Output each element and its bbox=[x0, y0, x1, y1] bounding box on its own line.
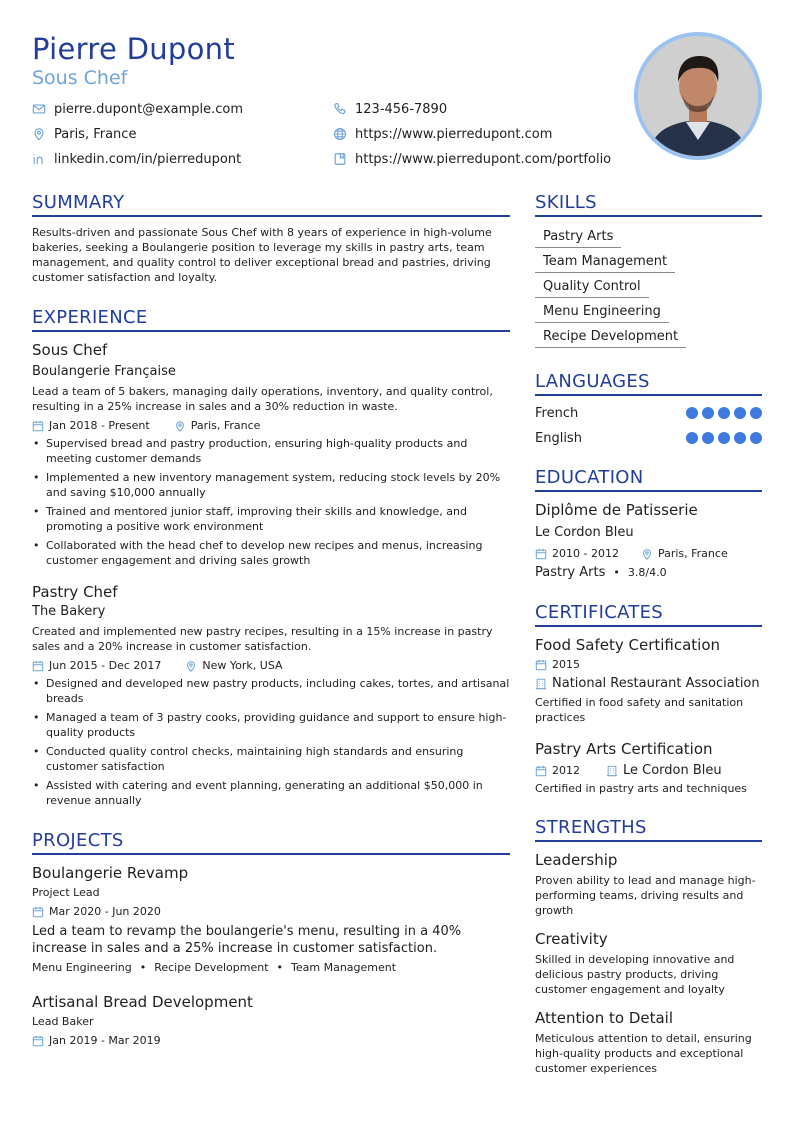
strength-title: Creativity bbox=[535, 930, 608, 948]
certificate-issuer-row bbox=[535, 675, 762, 692]
education-dates: 2010 - 2012 bbox=[552, 547, 619, 560]
level-dot bbox=[750, 432, 762, 444]
job-entry bbox=[32, 340, 510, 568]
skill-tag: Quality Control bbox=[535, 277, 649, 298]
calendar-icon bbox=[535, 765, 547, 777]
envelope-icon bbox=[32, 102, 46, 116]
job-entry bbox=[32, 582, 510, 808]
resume-header bbox=[32, 30, 632, 167]
level-dot bbox=[718, 407, 730, 419]
education-degree: Diplôme de Patisserie bbox=[535, 501, 698, 519]
certificate-title: Food Safety Certification bbox=[535, 636, 721, 654]
education-field-gpa: Pastry Arts • 3.8/4.0 bbox=[535, 565, 667, 580]
strength-title: Attention to Detail bbox=[535, 1009, 674, 1027]
certificate-entry bbox=[535, 635, 762, 725]
job-company: The Bakery bbox=[32, 604, 106, 619]
level-dot bbox=[686, 407, 698, 419]
linkedin-icon bbox=[32, 152, 46, 166]
strength-description: Proven ability to lead and manage high-performing teams, driving results and growth bbox=[535, 874, 756, 917]
certificate-title: Pastry Arts Certification bbox=[535, 740, 713, 758]
website-text: https://www.pierredupont.com bbox=[355, 126, 553, 142]
building-icon bbox=[535, 678, 547, 690]
certificate-issuer: Le Cordon Bleu bbox=[623, 763, 722, 778]
strengths-heading: STRENGTHS bbox=[535, 817, 762, 842]
education-gpa: 3.8/4.0 bbox=[627, 566, 667, 579]
job-bullets bbox=[32, 676, 510, 808]
certificate-meta bbox=[535, 657, 762, 672]
skill-tag: Pastry Arts bbox=[535, 227, 621, 248]
project-title: Boulangerie Revamp bbox=[32, 864, 189, 882]
project-description: Led a team to revamp the boulangerie's menu, resulting in a 40% increase in sales and a 25% increase in customer satisfaction. bbox=[32, 924, 462, 956]
experience-heading: EXPERIENCE bbox=[32, 307, 510, 332]
right-column bbox=[535, 192, 762, 1076]
languages-section bbox=[535, 371, 762, 447]
project-tag: Team Management bbox=[291, 961, 397, 974]
project-dates: Mar 2020 - Jun 2020 bbox=[49, 905, 161, 918]
job-bullet: • Collaborated with the head chef to develop new recipes and menus, increasing customer engagement and driving sales growth bbox=[32, 538, 510, 568]
contact-portfolio[interactable] bbox=[333, 150, 611, 168]
contact-email[interactable] bbox=[32, 100, 243, 118]
level-dot bbox=[702, 432, 714, 444]
certificate-year: 2012 bbox=[552, 764, 580, 777]
certificates-section bbox=[535, 602, 762, 796]
job-location: New York, USA bbox=[202, 659, 283, 672]
contact-location bbox=[32, 125, 136, 143]
profile-photo bbox=[634, 32, 762, 160]
job-bullet: • Designed and developed new pastry products, including cakes, tortes, and artisanal breads bbox=[32, 676, 510, 706]
calendar-icon bbox=[535, 659, 547, 671]
language-level-dots bbox=[686, 407, 762, 419]
certificate-description: Certified in food safety and sanitation practices bbox=[535, 696, 744, 724]
job-location: Paris, France bbox=[190, 419, 261, 432]
level-dot bbox=[750, 407, 762, 419]
project-entry bbox=[32, 992, 510, 1048]
project-role: Project Lead bbox=[32, 886, 100, 899]
strengths-section bbox=[535, 817, 762, 1076]
job-dates: Jan 2018 - Present bbox=[49, 419, 150, 432]
globe-icon bbox=[333, 127, 347, 141]
projects-heading: PROJECTS bbox=[32, 830, 510, 855]
calendar-icon bbox=[32, 660, 44, 672]
job-bullet: • Conducted quality control checks, maintaining high standards and ensuring customer satisfaction bbox=[32, 744, 510, 774]
project-meta bbox=[32, 1033, 510, 1048]
calendar-icon bbox=[535, 548, 547, 560]
language-name: English bbox=[535, 430, 582, 446]
strength-description: Skilled in developing innovative and delicious pastry products, driving customer engagement and loyalty bbox=[535, 953, 735, 996]
project-meta bbox=[32, 904, 510, 919]
language-row bbox=[535, 429, 762, 447]
skills-heading: SKILLS bbox=[535, 192, 762, 217]
job-company: Boulangerie Française bbox=[32, 364, 176, 379]
skill-tag: Menu Engineering bbox=[535, 302, 669, 323]
experience-section bbox=[32, 307, 510, 808]
calendar-icon bbox=[32, 420, 44, 432]
linkedin-text: linkedin.com/in/pierredupont bbox=[54, 151, 242, 167]
projects-section bbox=[32, 830, 510, 1048]
project-tags: Menu Engineering • Recipe Development • Team Management bbox=[32, 961, 397, 974]
certificates-heading: CERTIFICATES bbox=[535, 602, 762, 627]
certificate-year: 2015 bbox=[552, 658, 580, 671]
summary-section bbox=[32, 192, 510, 285]
strength-entry bbox=[535, 850, 762, 918]
certificate-entry bbox=[535, 739, 762, 796]
certificate-description: Certified in pastry arts and techniques bbox=[535, 782, 747, 795]
skill-tag: Recipe Development bbox=[535, 327, 686, 348]
contact-website[interactable] bbox=[333, 125, 552, 143]
strength-description: Meticulous attention to detail, ensuring high-quality products and exceptional customer experiences bbox=[535, 1032, 752, 1075]
job-bullet: • Implemented a new inventory management system, reducing stock levels by 20% and saving $10,000 annually bbox=[32, 470, 510, 500]
left-column bbox=[32, 192, 510, 1048]
project-dates: Jan 2019 - Mar 2019 bbox=[49, 1034, 161, 1047]
job-bullet: • Supervised bread and pastry production, ensuring high-quality products and meeting customer demands bbox=[32, 436, 510, 466]
job-meta bbox=[32, 658, 510, 673]
language-name: French bbox=[535, 405, 579, 421]
skills-list bbox=[535, 225, 762, 352]
level-dot bbox=[734, 407, 746, 419]
map-pin-icon bbox=[174, 420, 186, 432]
language-level-dots bbox=[686, 432, 762, 444]
map-pin-icon bbox=[32, 127, 46, 141]
project-tag: Recipe Development bbox=[154, 961, 269, 974]
certificate-issuer: National Restaurant Association bbox=[552, 676, 760, 691]
bookmark-icon bbox=[333, 152, 347, 166]
level-dot bbox=[718, 432, 730, 444]
education-meta bbox=[535, 546, 762, 561]
education-section bbox=[535, 467, 762, 581]
location-text: Paris, France bbox=[54, 126, 137, 142]
skills-section bbox=[535, 192, 762, 352]
education-field: Pastry Arts bbox=[535, 565, 606, 580]
contact-phone[interactable] bbox=[333, 100, 447, 118]
job-bullet: • Assisted with catering and event planning, generating an additional $50,000 in revenue annually bbox=[32, 778, 510, 808]
skill-tag: Team Management bbox=[535, 252, 675, 273]
summary-heading: SUMMARY bbox=[32, 192, 510, 217]
phone-text: 123-456-7890 bbox=[355, 101, 448, 117]
level-dot bbox=[686, 432, 698, 444]
strength-title: Leadership bbox=[535, 851, 618, 869]
portfolio-text: https://www.pierredupont.com/portfolio bbox=[355, 151, 612, 167]
job-bullets bbox=[32, 436, 510, 568]
avatar-illustration bbox=[638, 36, 758, 156]
job-dates: Jun 2015 - Dec 2017 bbox=[49, 659, 162, 672]
education-heading: EDUCATION bbox=[535, 467, 762, 492]
phone-icon bbox=[333, 102, 347, 116]
job-title: Sous Chef bbox=[32, 341, 108, 359]
education-school: Le Cordon Bleu bbox=[535, 525, 634, 540]
building-icon bbox=[606, 765, 618, 777]
contact-linkedin[interactable] bbox=[32, 150, 241, 168]
certificate-meta bbox=[535, 763, 762, 778]
project-entry bbox=[32, 863, 510, 975]
job-bullet: • Managed a team of 3 pastry cooks, providing guidance and support to ensure high-quality products bbox=[32, 710, 510, 740]
map-pin-icon bbox=[185, 660, 197, 672]
calendar-icon bbox=[32, 906, 44, 918]
candidate-title: Sous Chef bbox=[32, 67, 128, 89]
project-role: Lead Baker bbox=[32, 1015, 94, 1028]
job-title: Pastry Chef bbox=[32, 583, 118, 601]
calendar-icon bbox=[32, 1035, 44, 1047]
map-pin-icon bbox=[641, 548, 653, 560]
project-title: Artisanal Bread Development bbox=[32, 993, 253, 1011]
job-meta bbox=[32, 418, 510, 433]
summary-text: Results-driven and passionate Sous Chef with 8 years of experience in high-volume bakeries, seeking a Boulangerie position to leverage my skills in pastry arts, team management, and quality control to deliver exceptional bread and pastries, driving customer satisfaction and loyalty. bbox=[32, 226, 492, 284]
strength-entry bbox=[535, 929, 762, 997]
candidate-name: Pierre Dupont bbox=[32, 32, 236, 66]
education-location: Paris, France bbox=[657, 547, 728, 560]
job-bullet: • Trained and mentored junior staff, improving their skills and knowledge, and promoting a positive work environment bbox=[32, 504, 510, 534]
strength-entry bbox=[535, 1008, 762, 1076]
level-dot bbox=[702, 407, 714, 419]
job-description: Created and implemented new pastry recipes, resulting in a 15% increase in pastry sales and a 20% increase in customer satisfaction. bbox=[32, 625, 493, 653]
email-text: pierre.dupont@example.com bbox=[54, 101, 244, 117]
languages-heading: LANGUAGES bbox=[535, 371, 762, 396]
project-tag: Menu Engineering bbox=[32, 961, 132, 974]
job-description: Lead a team of 5 bakers, managing daily operations, inventory, and quality control, resulting in a 25% increase in sales and a 30% reduction in waste. bbox=[32, 385, 493, 413]
language-row bbox=[535, 404, 762, 422]
level-dot bbox=[734, 432, 746, 444]
